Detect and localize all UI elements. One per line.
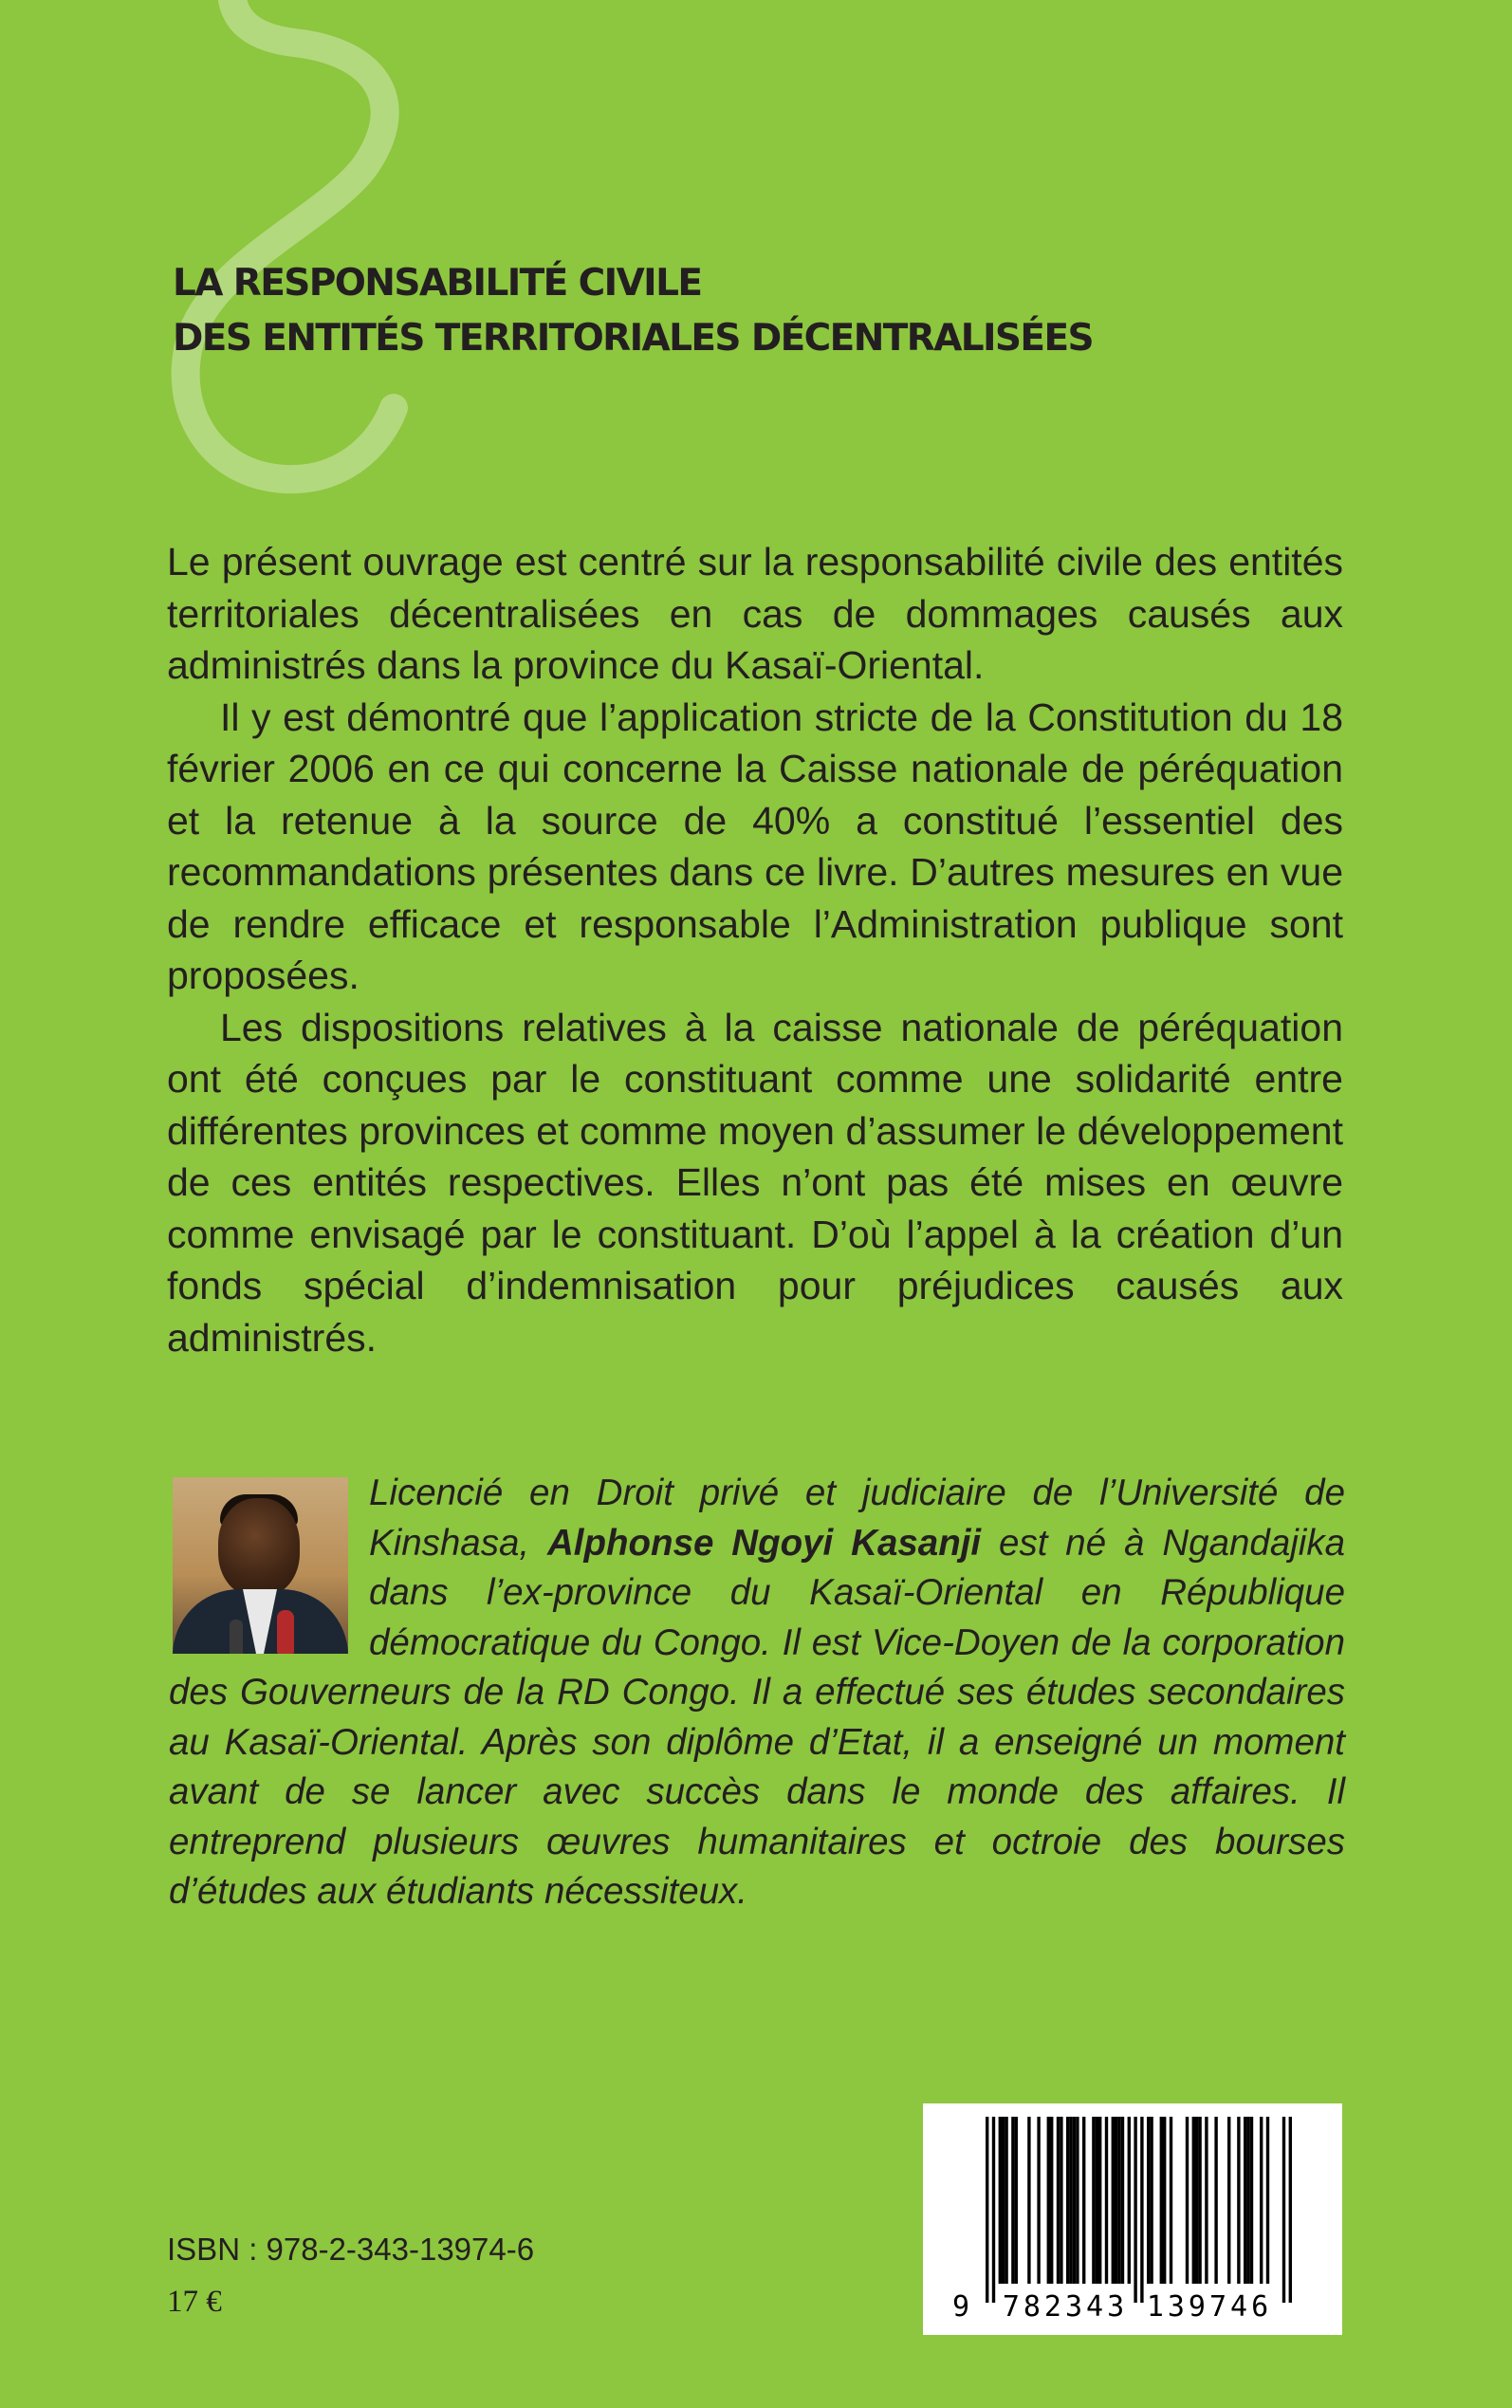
- barcode-first-digit: 9: [951, 2290, 970, 2324]
- barcode-bar: [986, 2117, 988, 2303]
- barcode-bar: [1266, 2117, 1269, 2284]
- bio-text-before: Licencié en Droit privé et judiciaire de l’Université de Kinshasa,: [369, 1473, 1345, 1564]
- barcode-bar: [1134, 2117, 1136, 2303]
- barcode-bar: [1076, 2117, 1079, 2284]
- barcode-bar: [1147, 2117, 1150, 2284]
- isbn-number: ISBN : 978-2-343-13974-6: [167, 2232, 535, 2267]
- book-title: [173, 256, 1121, 366]
- barcode-bar: [1163, 2117, 1166, 2284]
- summary-paragraph-2: Il y est démontré que l’application stricte de la Constitution du 18 février 2006 en ce qui concerne la Caisse nationale de péréquation et la retenue à la source de 40% a constitué l’essentiel des recommandations présentes dans ce livre. D’autres mesures en vue de rendre efficace et responsable l’Administration publique sont proposées.: [167, 695, 1343, 997]
- barcode-bar: [1082, 2117, 1085, 2284]
- barcode-bar: [1047, 2117, 1050, 2284]
- barcode-left-digits: 782343: [1002, 2290, 1129, 2324]
- barcode-bar: [1037, 2117, 1040, 2284]
- barcode-bar: [1150, 2117, 1152, 2284]
- barcode-bar: [1098, 2117, 1101, 2284]
- author-photo-microphone-2: [230, 1620, 243, 1654]
- barcode-bar: [1112, 2117, 1115, 2284]
- barcode-bar: [1060, 2117, 1062, 2284]
- author-photo: [173, 1477, 348, 1654]
- author-photo-face: [218, 1498, 300, 1597]
- barcode-bar: [1198, 2117, 1201, 2284]
- barcode-bar: [1105, 2117, 1108, 2284]
- bio-text-after: est né à Ngandajika dans l’ex-province du Kasaï-Oriental en République démocratique du Congo. Il est Vice-Doyen de la corporation des Gouverneurs de la RD Congo. Il a effectué ses études secondaires au Kasaï-Oriental. Après son diplôme d’Etat, il a enseigné un moment avant de se lancer avec succès dans le monde des affaires. Il entreprend plusieurs œuvres humanitaires et octroie des bourses d’études aux étudiants nécessiteux.: [169, 1522, 1346, 1912]
- barcode-bar: [1244, 2117, 1246, 2284]
- barcode-bar: [1011, 2117, 1014, 2284]
- barcode-bar: [1227, 2117, 1230, 2284]
- barcode-bar: [1121, 2117, 1124, 2284]
- barcode-bar: [1050, 2117, 1053, 2284]
- barcode-bar: [1289, 2117, 1292, 2303]
- barcode-bar: [1073, 2117, 1076, 2284]
- barcode-bar: [1186, 2117, 1189, 2284]
- price: 17 €: [167, 2285, 222, 2319]
- barcode-bar: [1027, 2117, 1030, 2284]
- barcode-bar: [1002, 2117, 1005, 2284]
- barcode-bar: [1237, 2117, 1240, 2284]
- barcode-bar: [1282, 2117, 1285, 2303]
- book-summary: [167, 536, 1343, 1363]
- barcode-bar: [1192, 2117, 1195, 2284]
- barcode-bar: [1066, 2117, 1069, 2284]
- barcode-bar: [1160, 2117, 1163, 2284]
- barcode-bar: [1057, 2117, 1060, 2284]
- author-name: Alphonse Ngoyi Kasanji: [547, 1522, 982, 1564]
- barcode-graphic: [923, 2103, 1342, 2335]
- barcode-bar: [1246, 2117, 1249, 2284]
- barcode-bar: [1115, 2117, 1117, 2284]
- barcode-bar: [1260, 2117, 1263, 2284]
- barcode-bar: [1250, 2117, 1253, 2284]
- title-line-1: LA RESPONSABILITÉ CIVILE: [173, 262, 702, 305]
- barcode-bar: [1195, 2117, 1198, 2284]
- barcode-bar: [1205, 2117, 1208, 2284]
- barcode-bar: [992, 2117, 995, 2303]
- isbn-barcode: [923, 2103, 1342, 2335]
- barcode-bar: [1214, 2117, 1217, 2284]
- author-biography: [169, 1469, 1345, 1917]
- summary-paragraph-3: Les dispositions relatives à la caisse nationale de péréquation ont été conçues par le constituant comme une solidarité entre différentes provinces et comme moyen d’assumer le développement de ces entités respectives. Elles n’ont pas été mises en œuvre comme envisagé par le constituant. D’où l’appel à la création d’un fonds spécial d’indemnisation pour préjudices causés aux administrés.: [167, 1005, 1343, 1360]
- barcode-bar: [1015, 2117, 1018, 2284]
- barcode-bar: [1005, 2117, 1007, 2284]
- barcode-bar: [1128, 2117, 1131, 2284]
- barcode-bar: [1170, 2117, 1172, 2284]
- barcode-bar: [1096, 2117, 1098, 2284]
- title-line-2: DES ENTITÉS TERRITORIALES DÉCENTRALISÉES: [173, 317, 1093, 360]
- barcode-bar: [1117, 2117, 1120, 2284]
- barcode-bar: [1069, 2117, 1072, 2284]
- barcode-bar: [1092, 2117, 1095, 2284]
- barcode-bar: [1140, 2117, 1143, 2303]
- author-photo-microphone: [277, 1610, 294, 1654]
- barcode-bar: [999, 2117, 1002, 2284]
- barcode-right-digits: 139746: [1146, 2290, 1273, 2324]
- summary-paragraph-1: Le présent ouvrage est centré sur la responsabilité civile des entités territoriales décentralisées en cas de dommages causés aux administrés dans la province du Kasaï-Oriental.: [167, 540, 1343, 687]
